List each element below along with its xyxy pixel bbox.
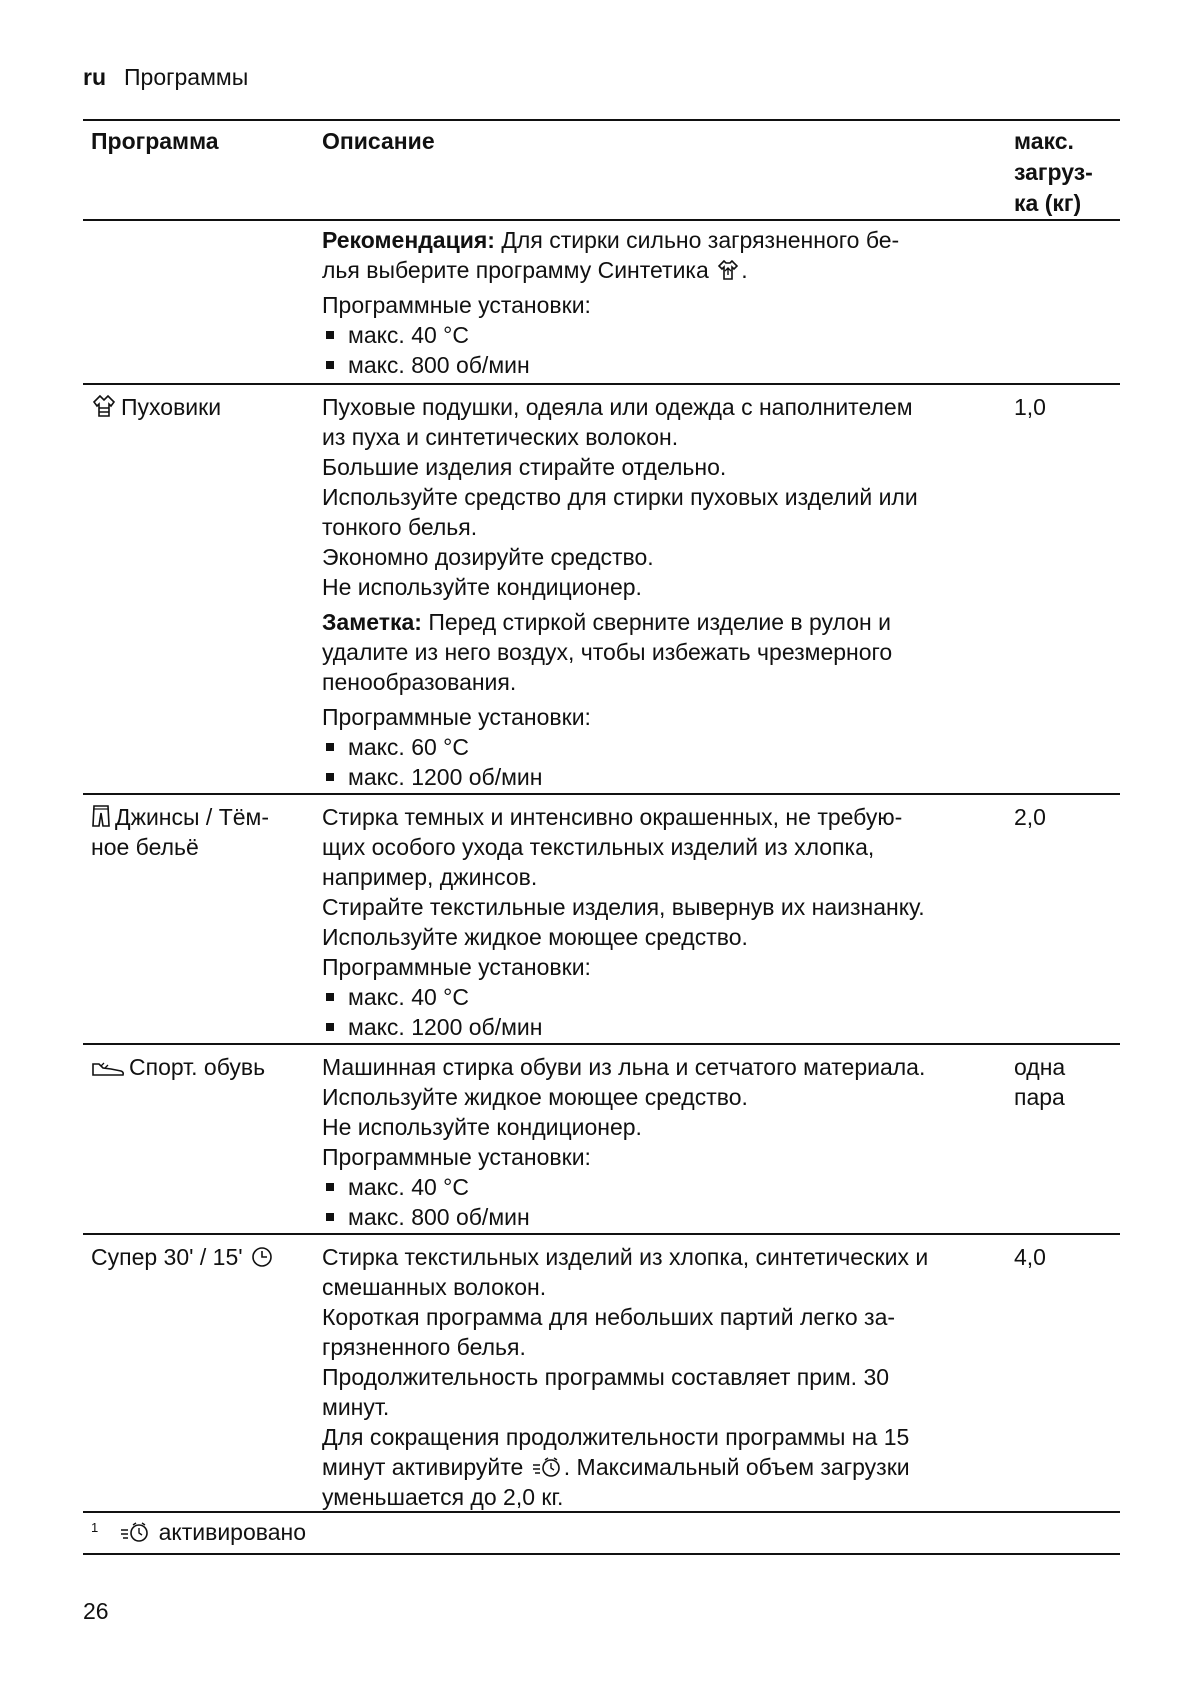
list-item: макс. 40 °C [322, 982, 994, 1012]
section-title: Программы [124, 64, 249, 90]
list-item: макс. 800 об/мин [322, 350, 994, 380]
jeans-icon [91, 804, 111, 828]
row-divider [83, 1233, 1120, 1235]
load-value: 1,0 [1014, 394, 1046, 420]
footnote: $^1$ активировано [91, 1519, 307, 1545]
table-row: Стирка темных и интенсивно окрашенных, не требую- щих особого ухода текстильных изделий из хлопка, например, джинсов. Стирайте текстильные изделия, вывернув их наизнанку. Используйте жидкое моющее средство. Программные установки: макс. 40 °C макс. 1200 об/мин [322, 802, 994, 1042]
sneaker-icon [91, 1058, 125, 1078]
table-row: Рекомендация: Для стирки сильно загрязненного бе- лья выберите программу Синтетика . Программные установки: макс. 40 °C макс. 800 об/мин [322, 225, 994, 385]
list-item: макс. 40 °C [322, 320, 994, 350]
list-item: макс. 800 об/мин [322, 1202, 994, 1232]
list-item: макс. 60 °C [322, 732, 994, 762]
synthetics-shirt-icon [717, 259, 739, 281]
recommendation-label: Рекомендация: [322, 227, 495, 253]
page-number: 26 [83, 1598, 109, 1624]
list-item: макс. 1200 об/мин [322, 1012, 994, 1042]
list-item: макс. 40 °C [322, 1172, 994, 1202]
speed-alarm-icon [532, 1456, 562, 1478]
program-name-jeans: Джинсы / Тём- ное бельё [91, 804, 270, 860]
table-top-rule [83, 119, 1120, 121]
language-code: ru [83, 64, 106, 90]
table-row: Машинная стирка обуви из льна и сетчатого материала. Используйте жидкое моющее средство. Не используйте кондиционер. Программные установки: макс. 40 °C макс. 800 об/мин [322, 1052, 994, 1232]
table-row: Пуховые подушки, одеяла или одежда с наполнителем из пуха и синтетических волокон. Большие изделия стирайте отдельно. Используйте средство для стирки пуховых изделий или тонкого белья. Экономно дозируйте средство. Не используйте кондиционер. Заметка: Перед стиркой сверните изделие в рулон и удалите из него воздух, чтобы избежать чрезмерного пенообразования. Программные установки: макс. 60 °C макс. 1200 об/мин [322, 392, 994, 797]
column-header-load: макс. загруз- ка (кг) [1014, 128, 1093, 216]
load-value: 4,0 [1014, 1244, 1046, 1270]
column-header-program: Программа [91, 128, 219, 154]
speed-alarm-icon [120, 1521, 150, 1543]
program-name-super: Супер 30' / 15' [91, 1242, 306, 1272]
table-header-rule [83, 219, 1120, 221]
list-item: макс. 1200 об/мин [322, 762, 994, 792]
page-header [83, 64, 248, 91]
footnote-mark: 1 [91, 1520, 99, 1535]
footnote-rule [83, 1553, 1120, 1555]
note-label: Заметка: [322, 609, 422, 635]
clock-icon [251, 1246, 273, 1268]
program-name-sport-shoes: Спорт. обувь [91, 1052, 306, 1082]
load-value: 2,0 [1014, 804, 1046, 830]
program-name-down: Пуховики [91, 392, 306, 422]
row-divider [83, 1043, 1120, 1045]
down-jacket-icon [91, 394, 117, 418]
load-value: одна пара [1014, 1054, 1066, 1110]
table-row: Стирка текстильных изделий из хлопка, синтетических и смешанных волокон. Короткая программа для небольших партий легко за- грязненного белья. Продолжительность программы составляет прим. 30 минут. Для сокращения продолжительности программы на 15 минут активируйте . Максимальный объем загрузки уменьшается до 2,0 кг. [322, 1244, 929, 1510]
column-header-description: Описание [322, 128, 435, 154]
